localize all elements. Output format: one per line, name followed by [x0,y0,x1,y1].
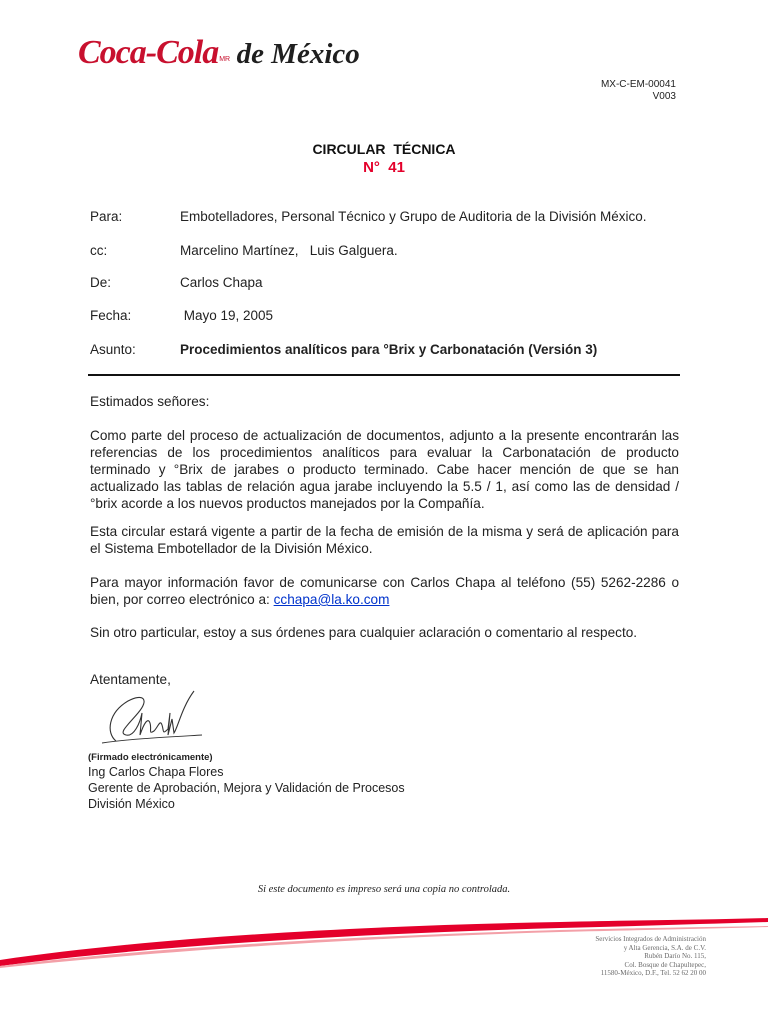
contact-text: Para mayor información favor de comunicarse con Carlos Chapa al teléfono (55) 5262-2286 o bien, por correo electrónico a: [90,575,679,607]
title-line: CIRCULAR TÉCNICA [312,141,456,157]
address-line: Rubén Darío No. 115, [644,952,706,961]
paragraph-3 [90,574,679,608]
paragraph-2: Esta circular estará vigente a partir de la fecha de emisión de la misma y será de aplicación para el Sistema Embotellador de la División México. [90,524,679,556]
field-label: Asunto: [90,342,136,357]
field-value: Carlos Chapa [180,275,263,290]
field-value: Mayo 19, 2005 [180,308,274,323]
signature-image [98,683,208,753]
address-line: Col. Bosque de Chapultepec, [624,960,706,969]
document-reference [601,79,676,103]
company-logo: Coca-ColaMR de México [78,34,360,71]
logo-country: de México [236,38,360,70]
circular-number: N° 41 [363,159,405,176]
company-address [595,935,706,978]
signed-note: (Firmado electrónicamente) [88,752,213,763]
salutation: Atentamente, [90,672,171,687]
field-value: Procedimientos analíticos para °Brix y Carbonatación (Versión 3) [180,342,598,357]
field-value: Embotelladores, Personal Técnico y Grupo de Auditoria de la División México. [180,209,647,224]
field-label: Para: [90,209,123,224]
email-link[interactable]: cchapa@la.ko.com [273,592,390,607]
document-version: V003 [652,91,676,102]
logo-brand: Coca-Cola [78,34,219,71]
signer-block [88,764,405,812]
signer-position: Gerente de Aprobación, Mejora y Validación de Procesos [88,781,405,795]
greeting: Estimados señores: [90,394,210,409]
field-label: De: [90,275,112,290]
paragraph-1: Como parte del proceso de actualización de documentos, adjunto a la presente encontrarán las referencias de los procedimientos analíticos para evaluar la Carbonatación de producto terminado y °Brix de jarabes o producto terminado. Cabe hacer mención de que se han actualizado las tablas de relación agua jarabe incluyendo la 5.5 / 1, así como las de densidad / °brix acorde a los nuevos productos manejados por la Compañía. [90,428,679,511]
field-label: cc: [90,243,108,258]
signer-division: División México [88,797,175,811]
field-value: Marcelino Martínez, Luis Galguera. [180,243,398,258]
uncontrolled-copy-note: Si este documento es impreso será una copia no controlada. [257,884,511,895]
address-line: y Alta Gerencia, S.A. de C.V. [623,943,706,952]
divider [88,374,680,376]
field-label: Fecha: [90,308,132,323]
document-code: MX-C-EM-00041 [600,79,676,90]
paragraph-4: Sin otro particular, estoy a sus órdenes para cualquier aclaración o comentario al respecto. [90,625,638,640]
signer-name: Ing Carlos Chapa Flores [88,765,224,779]
address-line: 11580-México, D.F., Tel. 52 62 20 00 [600,969,706,978]
circular-title [0,141,768,176]
address-line: Servicios Integrados de Administración [595,935,706,943]
